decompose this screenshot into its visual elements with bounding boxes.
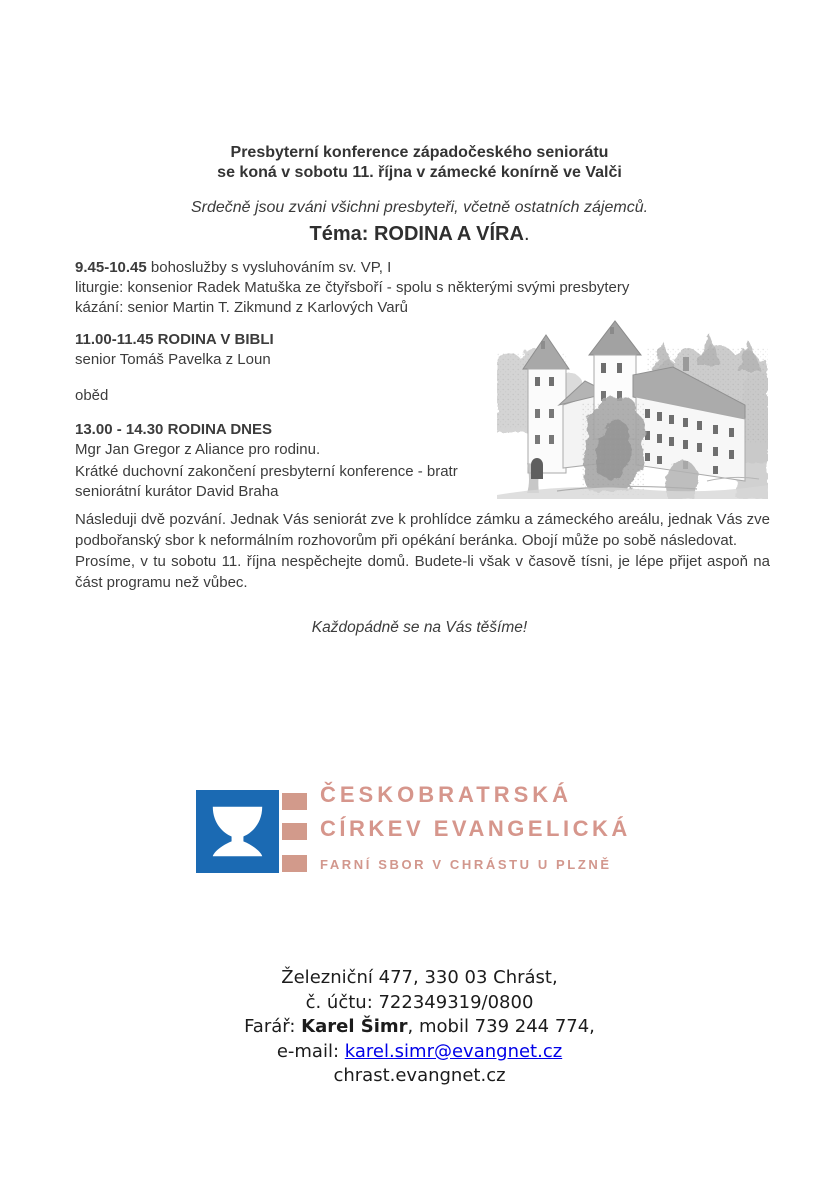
conference-title-line2: se koná v sobotu 11. října v zámecké konírně ve Valči <box>217 164 622 181</box>
contact-address: Železniční 477, 330 03 Chrást, <box>281 967 558 988</box>
invitation-paragraph-2: Prosíme, v tu sobotu 11. října nespěchejte domů. Budete-li však v časově tísni, je lépe přijet aspoň na část programu než vůbec. <box>75 553 770 591</box>
closing-line2: seniorátní kurátor David Braha <box>75 483 279 500</box>
session-1-block <box>75 258 770 318</box>
session-1-liturgie: liturgie: konsenior Radek Matuška ze čtyřsboří - spolu s některými svými presbytery <box>75 279 630 296</box>
conference-title-line1: Presbyterní konference západočeského seniorátu <box>230 144 609 161</box>
church-name-line1: ČESKOBRATRSKÁ <box>320 782 573 807</box>
session-2-speaker: senior Tomáš Pavelka z Loun <box>75 351 271 368</box>
lunch-line: oběd <box>75 387 109 404</box>
pastor-phone: , mobil 739 244 774, <box>407 1016 595 1037</box>
invitation-line: Srdečně jsou zváni všichni presbyteři, včetně ostatních zájemců. <box>190 199 649 216</box>
invitation-paragraph-1: Následuji dvě pozvání. Jednak Vás seniorát zve k prohlídce zámku a zámeckého areálu, jednak Vás zve podbořanský sbor k neformálním rozhovorům při opékání beránka. Obojí může po sobě následovat. <box>75 511 770 549</box>
session-1-line1 <box>75 258 770 278</box>
contact-email-line <box>0 1040 839 1065</box>
invitation-paragraphs <box>75 509 770 593</box>
castle-sketch-image <box>497 313 768 499</box>
contact-block <box>0 966 839 1089</box>
parish-name-line: FARNÍ SBOR V CHRÁSTU U PLZNĚ <box>320 857 612 872</box>
session-2-block <box>75 330 495 370</box>
session-1-desc: bohoslužby s vysluhováním sv. VP, I <box>146 259 392 276</box>
pastor-name: Karel Šimr <box>301 1016 408 1037</box>
pastor-label: Farář: <box>244 1016 302 1037</box>
logo-bar-middle <box>282 823 307 840</box>
contact-account: č. účtu: 722349319/0800 <box>305 991 534 1013</box>
contact-website: chrast.evangnet.cz <box>333 1065 506 1086</box>
church-name-line2: CÍRKEV EVANGELICKÁ <box>320 816 631 841</box>
session-2-title: 11.00-11.45 RODINA V BIBLI <box>75 331 274 348</box>
closing-line1: Krátké duchovní zakončení presbyterní konference - bratr <box>75 463 458 480</box>
theme-period: . <box>523 223 530 245</box>
session-1-kazani: kázání: senior Martin T. Zikmund z Karlových Varů <box>75 299 408 316</box>
theme-heading <box>0 223 839 246</box>
email-link[interactable]: karel.simr@evangnet.cz <box>344 1040 563 1062</box>
session-3-block <box>75 420 495 460</box>
chalice-icon <box>196 790 279 873</box>
contact-pastor <box>0 1015 839 1040</box>
logo-bar-bottom <box>282 855 307 872</box>
email-label: e-mail: <box>276 1040 345 1062</box>
church-logo-mark <box>196 790 279 873</box>
session-3-title: 13.00 - 14.30 RODINA DNES <box>75 421 273 438</box>
closing-invitation: Každopádně se na Vás těšíme! <box>311 619 528 636</box>
session-1-time: 9.45-10.45 <box>75 259 147 276</box>
closing-block <box>75 462 495 502</box>
theme-text: Téma: RODINA A VÍRA <box>309 223 524 245</box>
logo-bar-top <box>282 793 307 810</box>
session-3-speaker: Mgr Jan Gregor z Aliance pro rodinu. <box>75 441 321 458</box>
